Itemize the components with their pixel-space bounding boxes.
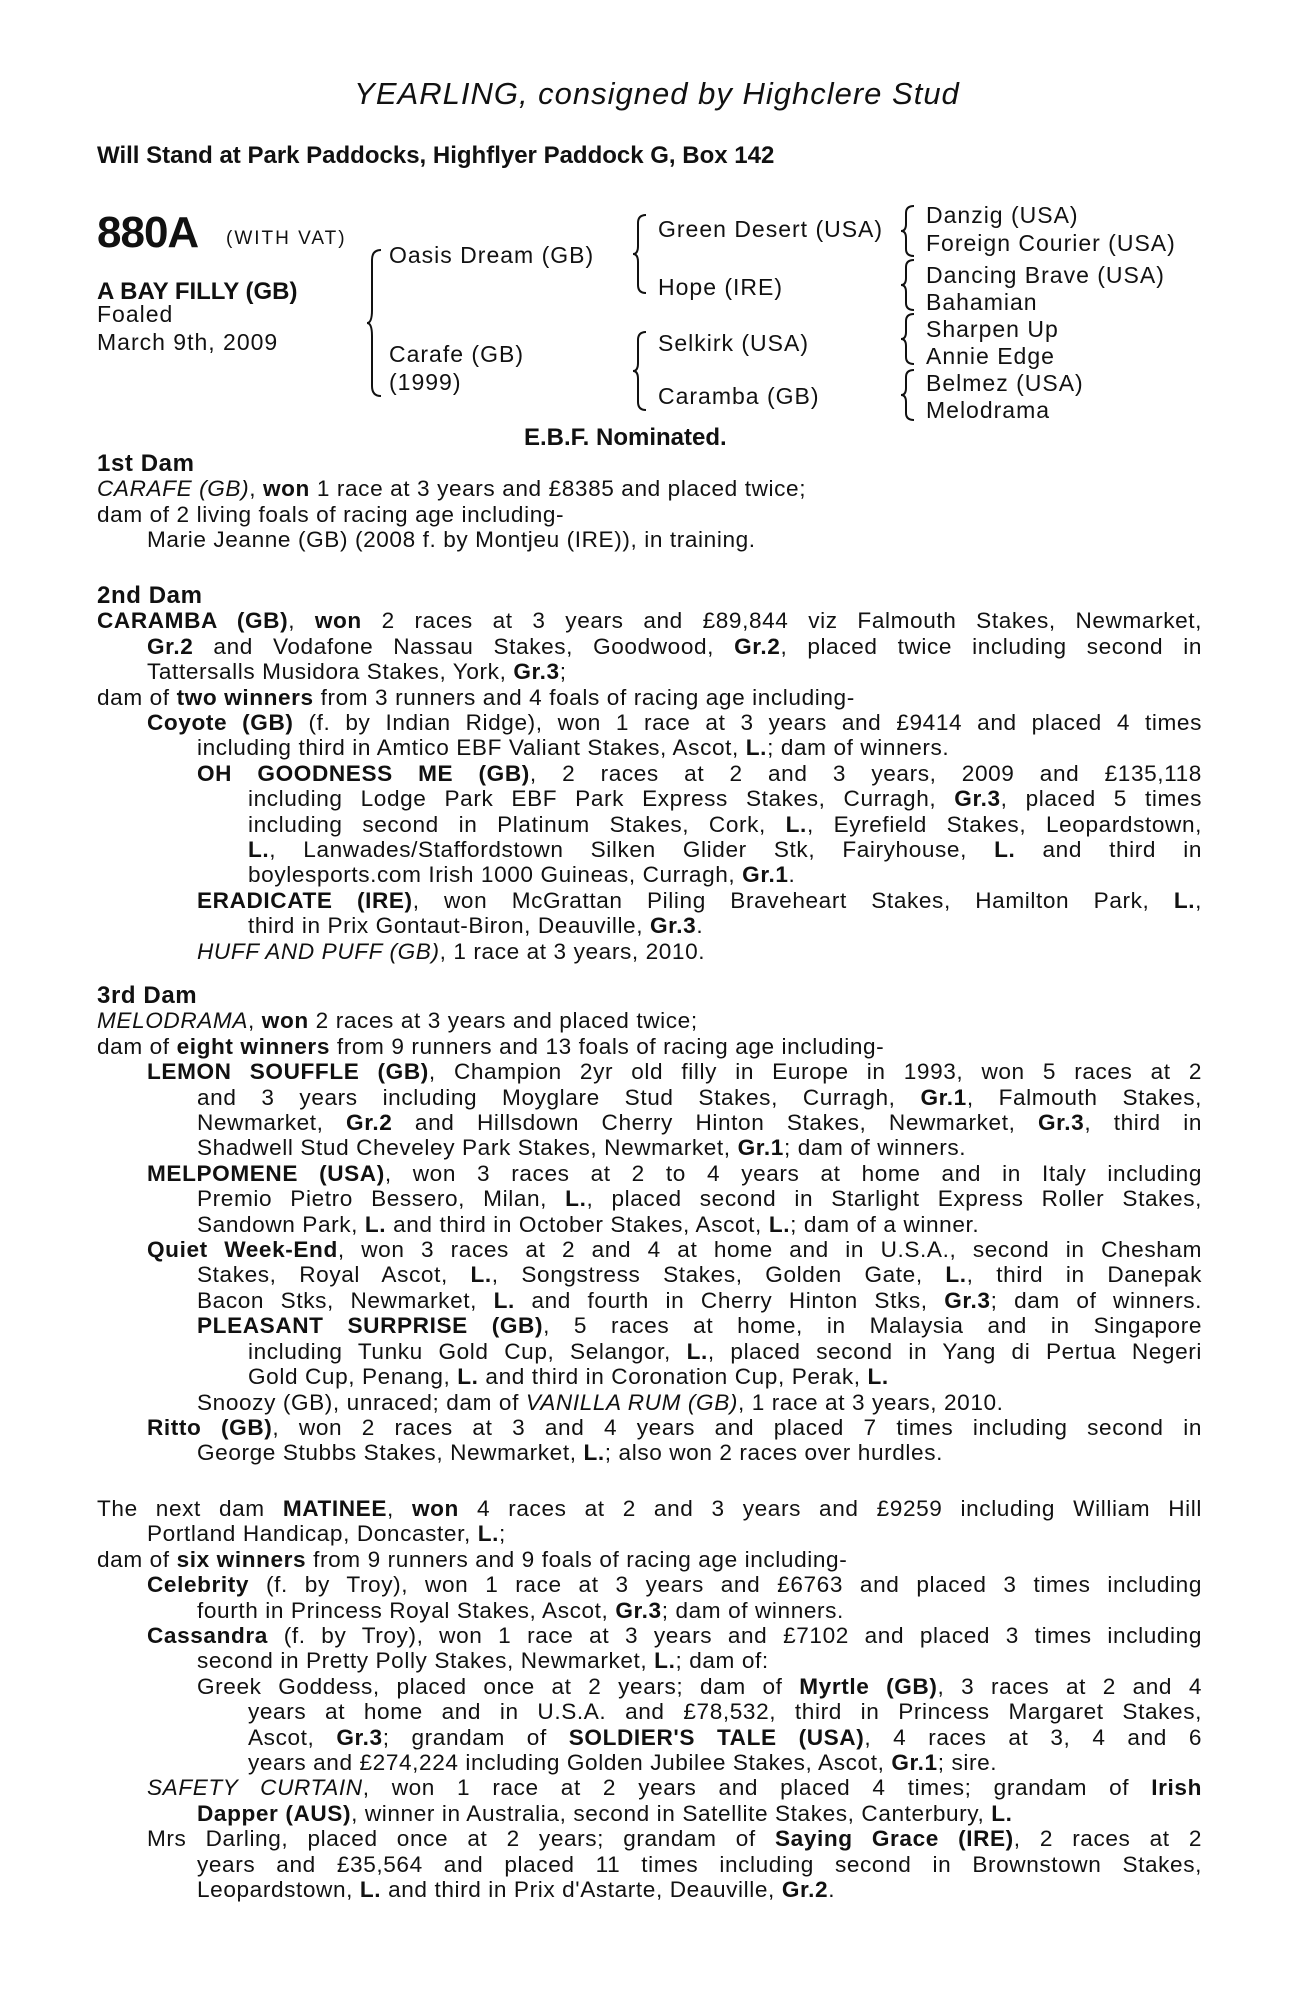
- lot-number: 880A: [97, 208, 199, 257]
- foaled-date: March 9th, 2009: [97, 329, 279, 355]
- third-dam-line: Newmarket, Gr.2 and Hillsdown Cherry Hinton Stakes, Newmarket, Gr.3, third in: [197, 1110, 1203, 1136]
- third-dam-line: LEMON SOUFFLE (GB), Champion 2yr old filly in Europe in 1993, won 5 races at 2: [147, 1059, 1202, 1085]
- second-dam-line: including third in Amtico EBF Valiant Stakes, Ascot, L.; dam of winners.: [197, 735, 950, 761]
- next-dam-line: years and £274,224 including Golden Jubilee Stakes, Ascot, Gr.1; sire.: [248, 1750, 998, 1776]
- next-dam-line: Greek Goddess, placed once at 2 years; dam of Myrtle (GB), 3 races at 2 and 4: [197, 1673, 1202, 1699]
- first-dam-heading: 1st Dam: [97, 450, 195, 477]
- next-dam-line: years and £35,564 and placed 11 times including second in Brownstown Stakes,: [197, 1851, 1202, 1877]
- next-dam-line: The next dam MATINEE, won 4 races at 2 and 3 years and £9259 including William Hill: [97, 1496, 1202, 1521]
- third-dam-line: Bacon Stks, Newmarket, L. and fourth in Cherry Hinton Stks, Gr.3; dam of winners.: [197, 1287, 1202, 1313]
- pedigree-brace-sire: [632, 213, 650, 295]
- third-dam-line: Premio Pietro Bessero, Milan, L., placed second in Starlight Express Roller Stakes,: [197, 1186, 1202, 1212]
- pedigree-ddd: Melodrama: [926, 397, 1051, 423]
- next-dam-line: Mrs Darling, placed once at 2 years; grandam of Saying Grace (IRE), 2 races at 2: [147, 1826, 1202, 1852]
- next-dam-line: Ascot, Gr.3; grandam of SOLDIER'S TALE (USA), 4 races at 3, 4 and 6: [248, 1724, 1202, 1750]
- pedigree-brace-ds: [900, 312, 918, 366]
- first-dam-line: CARAFE (GB), won 1 race at 3 years and £8385 and placed twice;: [97, 476, 807, 502]
- third-dam-line: Shadwell Stud Cheveley Park Stakes, Newmarket, Gr.1; dam of winners.: [197, 1135, 967, 1161]
- second-dam-heading: 2nd Dam: [97, 582, 203, 609]
- second-dam-line: dam of two winners from 3 runners and 4 foals of racing age including-: [97, 684, 855, 710]
- ebf-nominated: E.B.F. Nominated.: [524, 424, 727, 451]
- pedigree-dds: Belmez (USA): [926, 370, 1084, 396]
- pedigree-sire-sire: Green Desert (USA): [658, 216, 884, 242]
- second-dam-section: [97, 583, 1202, 964]
- second-dam-line: including Lodge Park EBF Park Express Stakes, Curragh, Gr.3, placed 5 times: [248, 786, 1202, 812]
- pedigree-dam: Carafe (GB): [389, 341, 524, 367]
- pedigree-brace-main: [366, 248, 386, 398]
- next-dam-line: Celebrity (f. by Troy), won 1 race at 3 years and £6763 and placed 3 times including: [147, 1572, 1202, 1598]
- third-dam-line: dam of eight winners from 9 runners and 13 foals of racing age including-: [97, 1033, 885, 1059]
- next-dam-line: fourth in Princess Royal Stakes, Ascot, Gr.3; dam of winners.: [197, 1597, 844, 1623]
- next-dam-line: Leopardstown, L. and third in Prix d'Astarte, Deauville, Gr.2.: [197, 1877, 836, 1903]
- first-dam-section: [97, 451, 806, 553]
- third-dam-line: MELODRAMA, won 2 races at 3 years and placed twice;: [97, 1008, 698, 1034]
- foaled-info: [97, 300, 278, 356]
- next-dam-section: [97, 1496, 1202, 1903]
- third-dam-line: Gold Cup, Penang, L. and third in Coronation Cup, Perak, L.: [248, 1364, 889, 1390]
- foaled-label: Foaled: [97, 301, 174, 327]
- second-dam-line: CARAMBA (GB), won 2 races at 3 years and £89,844 viz Falmouth Stakes, Newmarket,: [97, 608, 1203, 634]
- pedigree-dam-sire: Selkirk (USA): [658, 330, 810, 356]
- next-dam-line: second in Pretty Polly Stakes, Newmarket, L.; dam of:: [197, 1648, 769, 1674]
- third-dam-line: and 3 years including Moyglare Stud Stakes, Curragh, Gr.1, Falmouth Stakes,: [197, 1084, 1202, 1110]
- pedigree-brace-ss: [900, 204, 918, 258]
- second-dam-line: Coyote (GB) (f. by Indian Ridge), won 1 race at 3 years and £9414 and placed 4 times: [147, 710, 1202, 736]
- next-dam-line: Portland Handicap, Doncaster, L.;: [147, 1521, 506, 1547]
- pedigree-sire: Oasis Dream (GB): [389, 242, 595, 268]
- first-dam-line: dam of 2 living foals of racing age including-: [97, 501, 565, 527]
- next-dam-line: Cassandra (f. by Troy), won 1 race at 3 years and £7102 and placed 3 times including: [147, 1623, 1202, 1649]
- second-dam-line: OH GOODNESS ME (GB), 2 races at 2 and 3 years, 2009 and £135,118: [197, 760, 1202, 786]
- third-dam-line: including Tunku Gold Cup, Selangor, L., placed second in Yang di Pertua Negeri: [248, 1338, 1202, 1364]
- third-dam-line: MELPOMENE (USA), won 3 races at 2 to 4 years at home and in Italy including: [147, 1160, 1203, 1186]
- next-dam-line: SAFETY CURTAIN, won 1 race at 2 years and placed 4 times; grandam of Irish: [147, 1775, 1202, 1801]
- next-dam-line: dam of six winners from 9 runners and 9 foals of racing age including-: [97, 1546, 848, 1572]
- third-dam-line: PLEASANT SURPRISE (GB), 5 races at home, in Malaysia and in Singapore: [197, 1313, 1202, 1339]
- pedigree-sire-dam: Hope (IRE): [658, 274, 784, 300]
- pedigree-brace-dd: [900, 368, 918, 422]
- pedigree-brace-sd: [900, 258, 918, 312]
- third-dam-line: Stakes, Royal Ascot, L., Songstress Stakes, Golden Gate, L., third in Danepak: [197, 1262, 1202, 1288]
- first-dam-line: Marie Jeanne (GB) (2008 f. by Montjeu (IRE)), in training.: [147, 527, 756, 553]
- third-dam-heading: 3rd Dam: [97, 982, 198, 1009]
- third-dam-line: Quiet Week-End, won 3 races at 2 and 4 at home and in U.S.A., second in Chesham: [147, 1237, 1202, 1263]
- pedigree-brace-dam: [632, 330, 650, 412]
- second-dam-line: Tattersalls Musidora Stakes, York, Gr.3;: [147, 659, 567, 685]
- pedigree-sds: Dancing Brave (USA): [926, 262, 1165, 288]
- second-dam-line: ERADICATE (IRE), won McGrattan Piling Braveheart Stakes, Hamilton Park, L.,: [197, 887, 1202, 913]
- next-dam-line: years at home and in U.S.A. and £78,532, third in Princess Margaret Stakes,: [248, 1699, 1202, 1725]
- vat-note: (WITH VAT): [226, 228, 347, 249]
- second-dam-line: third in Prix Gontaut-Biron, Deauville, Gr.3.: [248, 913, 704, 939]
- lot-description: A BAY FILLY (GB): [97, 278, 298, 305]
- pedigree-sdd: Bahamian: [926, 289, 1038, 315]
- third-dam-line: Sandown Park, L. and third in October Stakes, Ascot, L.; dam of a winner.: [197, 1211, 980, 1237]
- pedigree-dam-dam: Caramba (GB): [658, 383, 820, 409]
- third-dam-line: Snoozy (GB), unraced; dam of VANILLA RUM (GB), 1 race at 3 years, 2010.: [197, 1389, 1004, 1415]
- third-dam-section: [97, 983, 1202, 1466]
- pedigree-dam-year: (1999): [389, 369, 462, 395]
- second-dam-line: HUFF AND PUFF (GB), 1 race at 3 years, 2010.: [197, 938, 706, 964]
- second-dam-line: including second in Platinum Stakes, Cork, L., Eyrefield Stakes, Leopardstown,: [248, 811, 1202, 837]
- second-dam-line: L., Lanwades/Staffordstown Silken Glider Stk, Fairyhouse, L. and third in: [248, 837, 1202, 863]
- pedigree-ssd: Foreign Courier (USA): [926, 230, 1176, 256]
- pedigree-dss: Sharpen Up: [926, 316, 1059, 342]
- page-title: YEARLING, consigned by Highclere Stud: [354, 76, 960, 111]
- second-dam-line: Gr.2 and Vodafone Nassau Stakes, Goodwood, Gr.2, placed twice including second in: [147, 633, 1202, 659]
- pedigree-dsd: Annie Edge: [926, 343, 1055, 369]
- third-dam-line: George Stubbs Stakes, Newmarket, L.; also won 2 races over hurdles.: [197, 1440, 943, 1466]
- stand-location: Will Stand at Park Paddocks, Highflyer Paddock G, Box 142: [97, 142, 775, 169]
- second-dam-line: boylesports.com Irish 1000 Guineas, Curragh, Gr.1.: [248, 862, 796, 888]
- pedigree-sss: Danzig (USA): [926, 202, 1079, 228]
- third-dam-line: Ritto (GB), won 2 races at 3 and 4 years and placed 7 times including second in: [147, 1414, 1202, 1440]
- next-dam-line: Dapper (AUS), winner in Australia, second in Satellite Stakes, Canterbury, L.: [197, 1800, 1013, 1826]
